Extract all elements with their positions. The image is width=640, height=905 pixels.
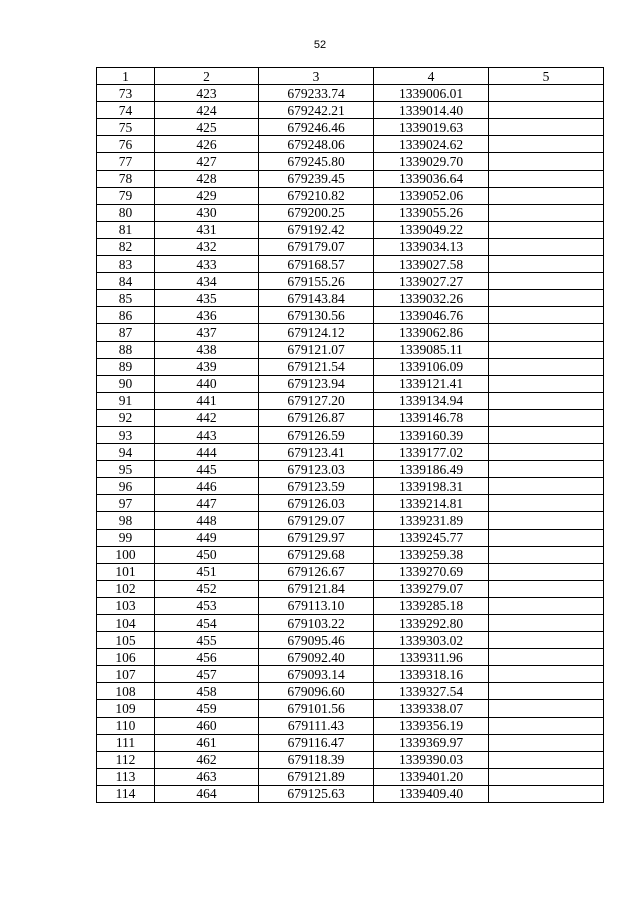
table-cell-col-1: 111 xyxy=(97,734,155,751)
table-cell-col-5 xyxy=(489,187,604,204)
table-cell-col-3: 679155.26 xyxy=(259,273,374,290)
table-cell-col-3: 679095.46 xyxy=(259,632,374,649)
table-row xyxy=(97,273,604,290)
table-cell-col-4: 1339085.11 xyxy=(374,341,489,358)
table-cell-col-2: 436 xyxy=(155,307,259,324)
table-cell-col-1: 77 xyxy=(97,153,155,170)
table-cell-col-5 xyxy=(489,546,604,563)
table-cell-col-1: 109 xyxy=(97,700,155,717)
table-cell-col-1: 113 xyxy=(97,768,155,785)
table-cell-col-2: 438 xyxy=(155,341,259,358)
table-cell-col-3: 679111.43 xyxy=(259,717,374,734)
table-row xyxy=(97,324,604,341)
header-col-5: 5 xyxy=(489,68,604,85)
table-cell-col-3: 679116.47 xyxy=(259,734,374,751)
table-cell-col-1: 73 xyxy=(97,85,155,102)
table-cell-col-2: 431 xyxy=(155,221,259,238)
table-cell-col-3: 679127.20 xyxy=(259,392,374,409)
table-cell-col-4: 1339029.70 xyxy=(374,153,489,170)
table-cell-col-3: 679242.21 xyxy=(259,102,374,119)
table-cell-col-4: 1339062.86 xyxy=(374,324,489,341)
table-cell-col-2: 462 xyxy=(155,751,259,768)
table-row xyxy=(97,649,604,666)
table-cell-col-4: 1339052.06 xyxy=(374,187,489,204)
table-cell-col-3: 679093.14 xyxy=(259,666,374,683)
table-cell-col-1: 76 xyxy=(97,136,155,153)
table-row xyxy=(97,632,604,649)
table-cell-col-1: 114 xyxy=(97,785,155,802)
table-cell-col-4: 1339327.54 xyxy=(374,683,489,700)
table-cell-col-4: 1339259.38 xyxy=(374,546,489,563)
table-cell-col-2: 435 xyxy=(155,290,259,307)
table-cell-col-4: 1339231.89 xyxy=(374,512,489,529)
table-cell-col-4: 1339032.26 xyxy=(374,290,489,307)
table-cell-col-5 xyxy=(489,273,604,290)
table-row xyxy=(97,102,604,119)
table-cell-col-3: 679121.54 xyxy=(259,358,374,375)
table-cell-col-2: 427 xyxy=(155,153,259,170)
table-cell-col-3: 679129.97 xyxy=(259,529,374,546)
table-body xyxy=(97,85,604,803)
table-cell-col-3: 679121.89 xyxy=(259,768,374,785)
table-cell-col-5 xyxy=(489,358,604,375)
table-cell-col-5 xyxy=(489,649,604,666)
table-cell-col-1: 104 xyxy=(97,615,155,632)
table-cell-col-1: 81 xyxy=(97,221,155,238)
table-cell-col-1: 102 xyxy=(97,580,155,597)
table-cell-col-3: 679248.06 xyxy=(259,136,374,153)
table-cell-col-3: 679126.67 xyxy=(259,563,374,580)
table-cell-col-4: 1339338.07 xyxy=(374,700,489,717)
table-cell-col-5 xyxy=(489,478,604,495)
table-cell-col-5 xyxy=(489,170,604,187)
table-cell-col-4: 1339046.76 xyxy=(374,307,489,324)
table-cell-col-3: 679121.07 xyxy=(259,341,374,358)
table-cell-col-1: 107 xyxy=(97,666,155,683)
table-cell-col-2: 424 xyxy=(155,102,259,119)
table-cell-col-3: 679126.59 xyxy=(259,426,374,443)
table-cell-col-4: 1339006.01 xyxy=(374,85,489,102)
table-cell-col-2: 463 xyxy=(155,768,259,785)
table-cell-col-3: 679200.25 xyxy=(259,204,374,221)
table-cell-col-1: 90 xyxy=(97,375,155,392)
table-cell-col-1: 112 xyxy=(97,751,155,768)
table-row xyxy=(97,444,604,461)
table-cell-col-4: 1339245.77 xyxy=(374,529,489,546)
table-cell-col-1: 75 xyxy=(97,119,155,136)
table-cell-col-5 xyxy=(489,341,604,358)
table-cell-col-2: 460 xyxy=(155,717,259,734)
table-cell-col-4: 1339270.69 xyxy=(374,563,489,580)
table-cell-col-3: 679233.74 xyxy=(259,85,374,102)
table-cell-col-4: 1339311.96 xyxy=(374,649,489,666)
page-number: 52 xyxy=(313,39,327,51)
table-cell-col-2: 456 xyxy=(155,649,259,666)
table-row xyxy=(97,187,604,204)
table-row xyxy=(97,666,604,683)
table-cell-col-4: 1339027.58 xyxy=(374,256,489,273)
table-cell-col-4: 1339036.64 xyxy=(374,170,489,187)
table-cell-col-1: 97 xyxy=(97,495,155,512)
table-cell-col-4: 1339146.78 xyxy=(374,409,489,426)
header-row xyxy=(97,68,604,85)
table-cell-col-2: 439 xyxy=(155,358,259,375)
table-cell-col-5 xyxy=(489,136,604,153)
table-cell-col-2: 449 xyxy=(155,529,259,546)
table-cell-col-2: 464 xyxy=(155,785,259,802)
table-row xyxy=(97,153,604,170)
table-row xyxy=(97,358,604,375)
table-cell-col-2: 444 xyxy=(155,444,259,461)
table-row xyxy=(97,529,604,546)
table-row xyxy=(97,478,604,495)
header-col-2: 2 xyxy=(155,68,259,85)
table-cell-col-1: 78 xyxy=(97,170,155,187)
table-cell-col-3: 679129.07 xyxy=(259,512,374,529)
table-cell-col-4: 1339055.26 xyxy=(374,204,489,221)
table-row xyxy=(97,204,604,221)
header-col-1: 1 xyxy=(97,68,155,85)
table-row xyxy=(97,307,604,324)
table-cell-col-2: 441 xyxy=(155,392,259,409)
table-row xyxy=(97,136,604,153)
table-cell-col-1: 100 xyxy=(97,546,155,563)
table-cell-col-3: 679168.57 xyxy=(259,256,374,273)
table-cell-col-4: 1339134.94 xyxy=(374,392,489,409)
table-cell-col-1: 101 xyxy=(97,563,155,580)
table-cell-col-5 xyxy=(489,666,604,683)
table-cell-col-3: 679124.12 xyxy=(259,324,374,341)
table-cell-col-1: 95 xyxy=(97,461,155,478)
table-cell-col-4: 1339198.31 xyxy=(374,478,489,495)
table-row xyxy=(97,768,604,785)
table-row xyxy=(97,495,604,512)
table-cell-col-5 xyxy=(489,153,604,170)
table-cell-col-4: 1339409.40 xyxy=(374,785,489,802)
table-cell-col-2: 425 xyxy=(155,119,259,136)
table-cell-col-4: 1339160.39 xyxy=(374,426,489,443)
table-cell-col-5 xyxy=(489,717,604,734)
table-cell-col-2: 434 xyxy=(155,273,259,290)
table-cell-col-1: 99 xyxy=(97,529,155,546)
table-row xyxy=(97,597,604,614)
table-cell-col-3: 679126.87 xyxy=(259,409,374,426)
table-cell-col-2: 433 xyxy=(155,256,259,273)
table-cell-col-5 xyxy=(489,307,604,324)
table-cell-col-5 xyxy=(489,683,604,700)
table-cell-col-3: 679245.80 xyxy=(259,153,374,170)
table-cell-col-3: 679239.45 xyxy=(259,170,374,187)
table-cell-col-1: 103 xyxy=(97,597,155,614)
table-cell-col-2: 446 xyxy=(155,478,259,495)
table-cell-col-5 xyxy=(489,102,604,119)
table-cell-col-4: 1339106.09 xyxy=(374,358,489,375)
table-row xyxy=(97,375,604,392)
table-cell-col-5 xyxy=(489,512,604,529)
table-cell-col-5 xyxy=(489,409,604,426)
table-cell-col-5 xyxy=(489,632,604,649)
table-cell-col-1: 94 xyxy=(97,444,155,461)
table-cell-col-4: 1339318.16 xyxy=(374,666,489,683)
table-cell-col-5 xyxy=(489,444,604,461)
table-cell-col-4: 1339034.13 xyxy=(374,238,489,255)
table-cell-col-1: 108 xyxy=(97,683,155,700)
table-cell-col-5 xyxy=(489,615,604,632)
table-cell-col-1: 92 xyxy=(97,409,155,426)
table-cell-col-1: 98 xyxy=(97,512,155,529)
table-cell-col-2: 458 xyxy=(155,683,259,700)
table-cell-col-2: 455 xyxy=(155,632,259,649)
table-row xyxy=(97,85,604,102)
table-cell-col-5 xyxy=(489,204,604,221)
table-cell-col-2: 429 xyxy=(155,187,259,204)
table-row xyxy=(97,256,604,273)
table-cell-col-5 xyxy=(489,426,604,443)
table-cell-col-1: 79 xyxy=(97,187,155,204)
table-cell-col-1: 83 xyxy=(97,256,155,273)
table-cell-col-4: 1339024.62 xyxy=(374,136,489,153)
table-cell-col-5 xyxy=(489,461,604,478)
table-cell-col-3: 679126.03 xyxy=(259,495,374,512)
table-cell-col-2: 442 xyxy=(155,409,259,426)
table-cell-col-2: 440 xyxy=(155,375,259,392)
table-cell-col-5 xyxy=(489,563,604,580)
table-cell-col-5 xyxy=(489,768,604,785)
table-cell-col-3: 679121.84 xyxy=(259,580,374,597)
table-cell-col-4: 1339292.80 xyxy=(374,615,489,632)
table-cell-col-4: 1339121.41 xyxy=(374,375,489,392)
table-row xyxy=(97,426,604,443)
table-cell-col-5 xyxy=(489,221,604,238)
table-cell-col-3: 679101.56 xyxy=(259,700,374,717)
table-cell-col-1: 110 xyxy=(97,717,155,734)
table-row xyxy=(97,785,604,802)
table-cell-col-3: 679123.59 xyxy=(259,478,374,495)
table-cell-col-5 xyxy=(489,290,604,307)
table-row xyxy=(97,683,604,700)
table-cell-col-3: 679118.39 xyxy=(259,751,374,768)
header-col-4: 4 xyxy=(374,68,489,85)
table-cell-col-2: 445 xyxy=(155,461,259,478)
table-cell-col-1: 82 xyxy=(97,238,155,255)
table-cell-col-2: 437 xyxy=(155,324,259,341)
table-cell-col-3: 679123.41 xyxy=(259,444,374,461)
table-cell-col-2: 430 xyxy=(155,204,259,221)
table-cell-col-2: 428 xyxy=(155,170,259,187)
table-cell-col-5 xyxy=(489,529,604,546)
table-cell-col-4: 1339214.81 xyxy=(374,495,489,512)
table-cell-col-2: 423 xyxy=(155,85,259,102)
table-cell-col-5 xyxy=(489,495,604,512)
table-row xyxy=(97,461,604,478)
table-cell-col-4: 1339390.03 xyxy=(374,751,489,768)
table-cell-col-5 xyxy=(489,700,604,717)
table-cell-col-2: 426 xyxy=(155,136,259,153)
table-cell-col-2: 452 xyxy=(155,580,259,597)
table-row xyxy=(97,238,604,255)
table-cell-col-3: 679143.84 xyxy=(259,290,374,307)
table-cell-col-3: 679246.46 xyxy=(259,119,374,136)
table-cell-col-3: 679130.56 xyxy=(259,307,374,324)
table-header xyxy=(97,68,604,85)
table-cell-col-2: 459 xyxy=(155,700,259,717)
table-cell-col-1: 80 xyxy=(97,204,155,221)
table-cell-col-1: 93 xyxy=(97,426,155,443)
table-cell-col-3: 679125.63 xyxy=(259,785,374,802)
table-cell-col-1: 106 xyxy=(97,649,155,666)
table-cell-col-4: 1339027.27 xyxy=(374,273,489,290)
table-cell-col-2: 443 xyxy=(155,426,259,443)
table-cell-col-3: 679123.94 xyxy=(259,375,374,392)
table-cell-col-4: 1339356.19 xyxy=(374,717,489,734)
table-cell-col-4: 1339285.18 xyxy=(374,597,489,614)
table-cell-col-1: 84 xyxy=(97,273,155,290)
table-cell-col-1: 105 xyxy=(97,632,155,649)
table-cell-col-1: 86 xyxy=(97,307,155,324)
table-cell-col-4: 1339049.22 xyxy=(374,221,489,238)
table-cell-col-5 xyxy=(489,580,604,597)
table-cell-col-2: 457 xyxy=(155,666,259,683)
table-cell-col-5 xyxy=(489,119,604,136)
table-row xyxy=(97,409,604,426)
table-cell-col-1: 85 xyxy=(97,290,155,307)
table-cell-col-2: 451 xyxy=(155,563,259,580)
table-cell-col-2: 461 xyxy=(155,734,259,751)
table-cell-col-2: 448 xyxy=(155,512,259,529)
table-cell-col-1: 74 xyxy=(97,102,155,119)
table-cell-col-2: 447 xyxy=(155,495,259,512)
table-cell-col-4: 1339014.40 xyxy=(374,102,489,119)
table-cell-col-3: 679103.22 xyxy=(259,615,374,632)
header-col-3: 3 xyxy=(259,68,374,85)
table-row xyxy=(97,580,604,597)
coordinates-table xyxy=(96,67,604,803)
table-cell-col-3: 679192.42 xyxy=(259,221,374,238)
table-cell-col-5 xyxy=(489,597,604,614)
table-row xyxy=(97,546,604,563)
table-row xyxy=(97,392,604,409)
table-cell-col-3: 679096.60 xyxy=(259,683,374,700)
table-cell-col-5 xyxy=(489,238,604,255)
table-cell-col-2: 454 xyxy=(155,615,259,632)
table-cell-col-2: 453 xyxy=(155,597,259,614)
table-row xyxy=(97,170,604,187)
table-cell-col-3: 679179.07 xyxy=(259,238,374,255)
table-cell-col-4: 1339177.02 xyxy=(374,444,489,461)
table-row xyxy=(97,290,604,307)
table-row xyxy=(97,119,604,136)
table-cell-col-5 xyxy=(489,375,604,392)
table-cell-col-5 xyxy=(489,785,604,802)
table-cell-col-2: 450 xyxy=(155,546,259,563)
table-cell-col-1: 88 xyxy=(97,341,155,358)
table-cell-col-3: 679123.03 xyxy=(259,461,374,478)
table-cell-col-2: 432 xyxy=(155,238,259,255)
table-cell-col-5 xyxy=(489,734,604,751)
table-cell-col-1: 96 xyxy=(97,478,155,495)
table-row xyxy=(97,700,604,717)
table-cell-col-1: 89 xyxy=(97,358,155,375)
table-row xyxy=(97,341,604,358)
table-row xyxy=(97,563,604,580)
table-cell-col-4: 1339303.02 xyxy=(374,632,489,649)
table-cell-col-4: 1339279.07 xyxy=(374,580,489,597)
table-cell-col-1: 87 xyxy=(97,324,155,341)
table-row xyxy=(97,717,604,734)
table-cell-col-4: 1339186.49 xyxy=(374,461,489,478)
table-row xyxy=(97,751,604,768)
table-row xyxy=(97,221,604,238)
table-cell-col-5 xyxy=(489,85,604,102)
table-cell-col-3: 679113.10 xyxy=(259,597,374,614)
table-cell-col-5 xyxy=(489,751,604,768)
table-cell-col-4: 1339369.97 xyxy=(374,734,489,751)
table-cell-col-4: 1339019.63 xyxy=(374,119,489,136)
table-cell-col-3: 679092.40 xyxy=(259,649,374,666)
table-row xyxy=(97,512,604,529)
table-cell-col-4: 1339401.20 xyxy=(374,768,489,785)
table-row xyxy=(97,615,604,632)
table-cell-col-1: 91 xyxy=(97,392,155,409)
table-cell-col-5 xyxy=(489,324,604,341)
table-row xyxy=(97,734,604,751)
table-cell-col-5 xyxy=(489,256,604,273)
table-cell-col-3: 679129.68 xyxy=(259,546,374,563)
table-cell-col-5 xyxy=(489,392,604,409)
table-cell-col-3: 679210.82 xyxy=(259,187,374,204)
